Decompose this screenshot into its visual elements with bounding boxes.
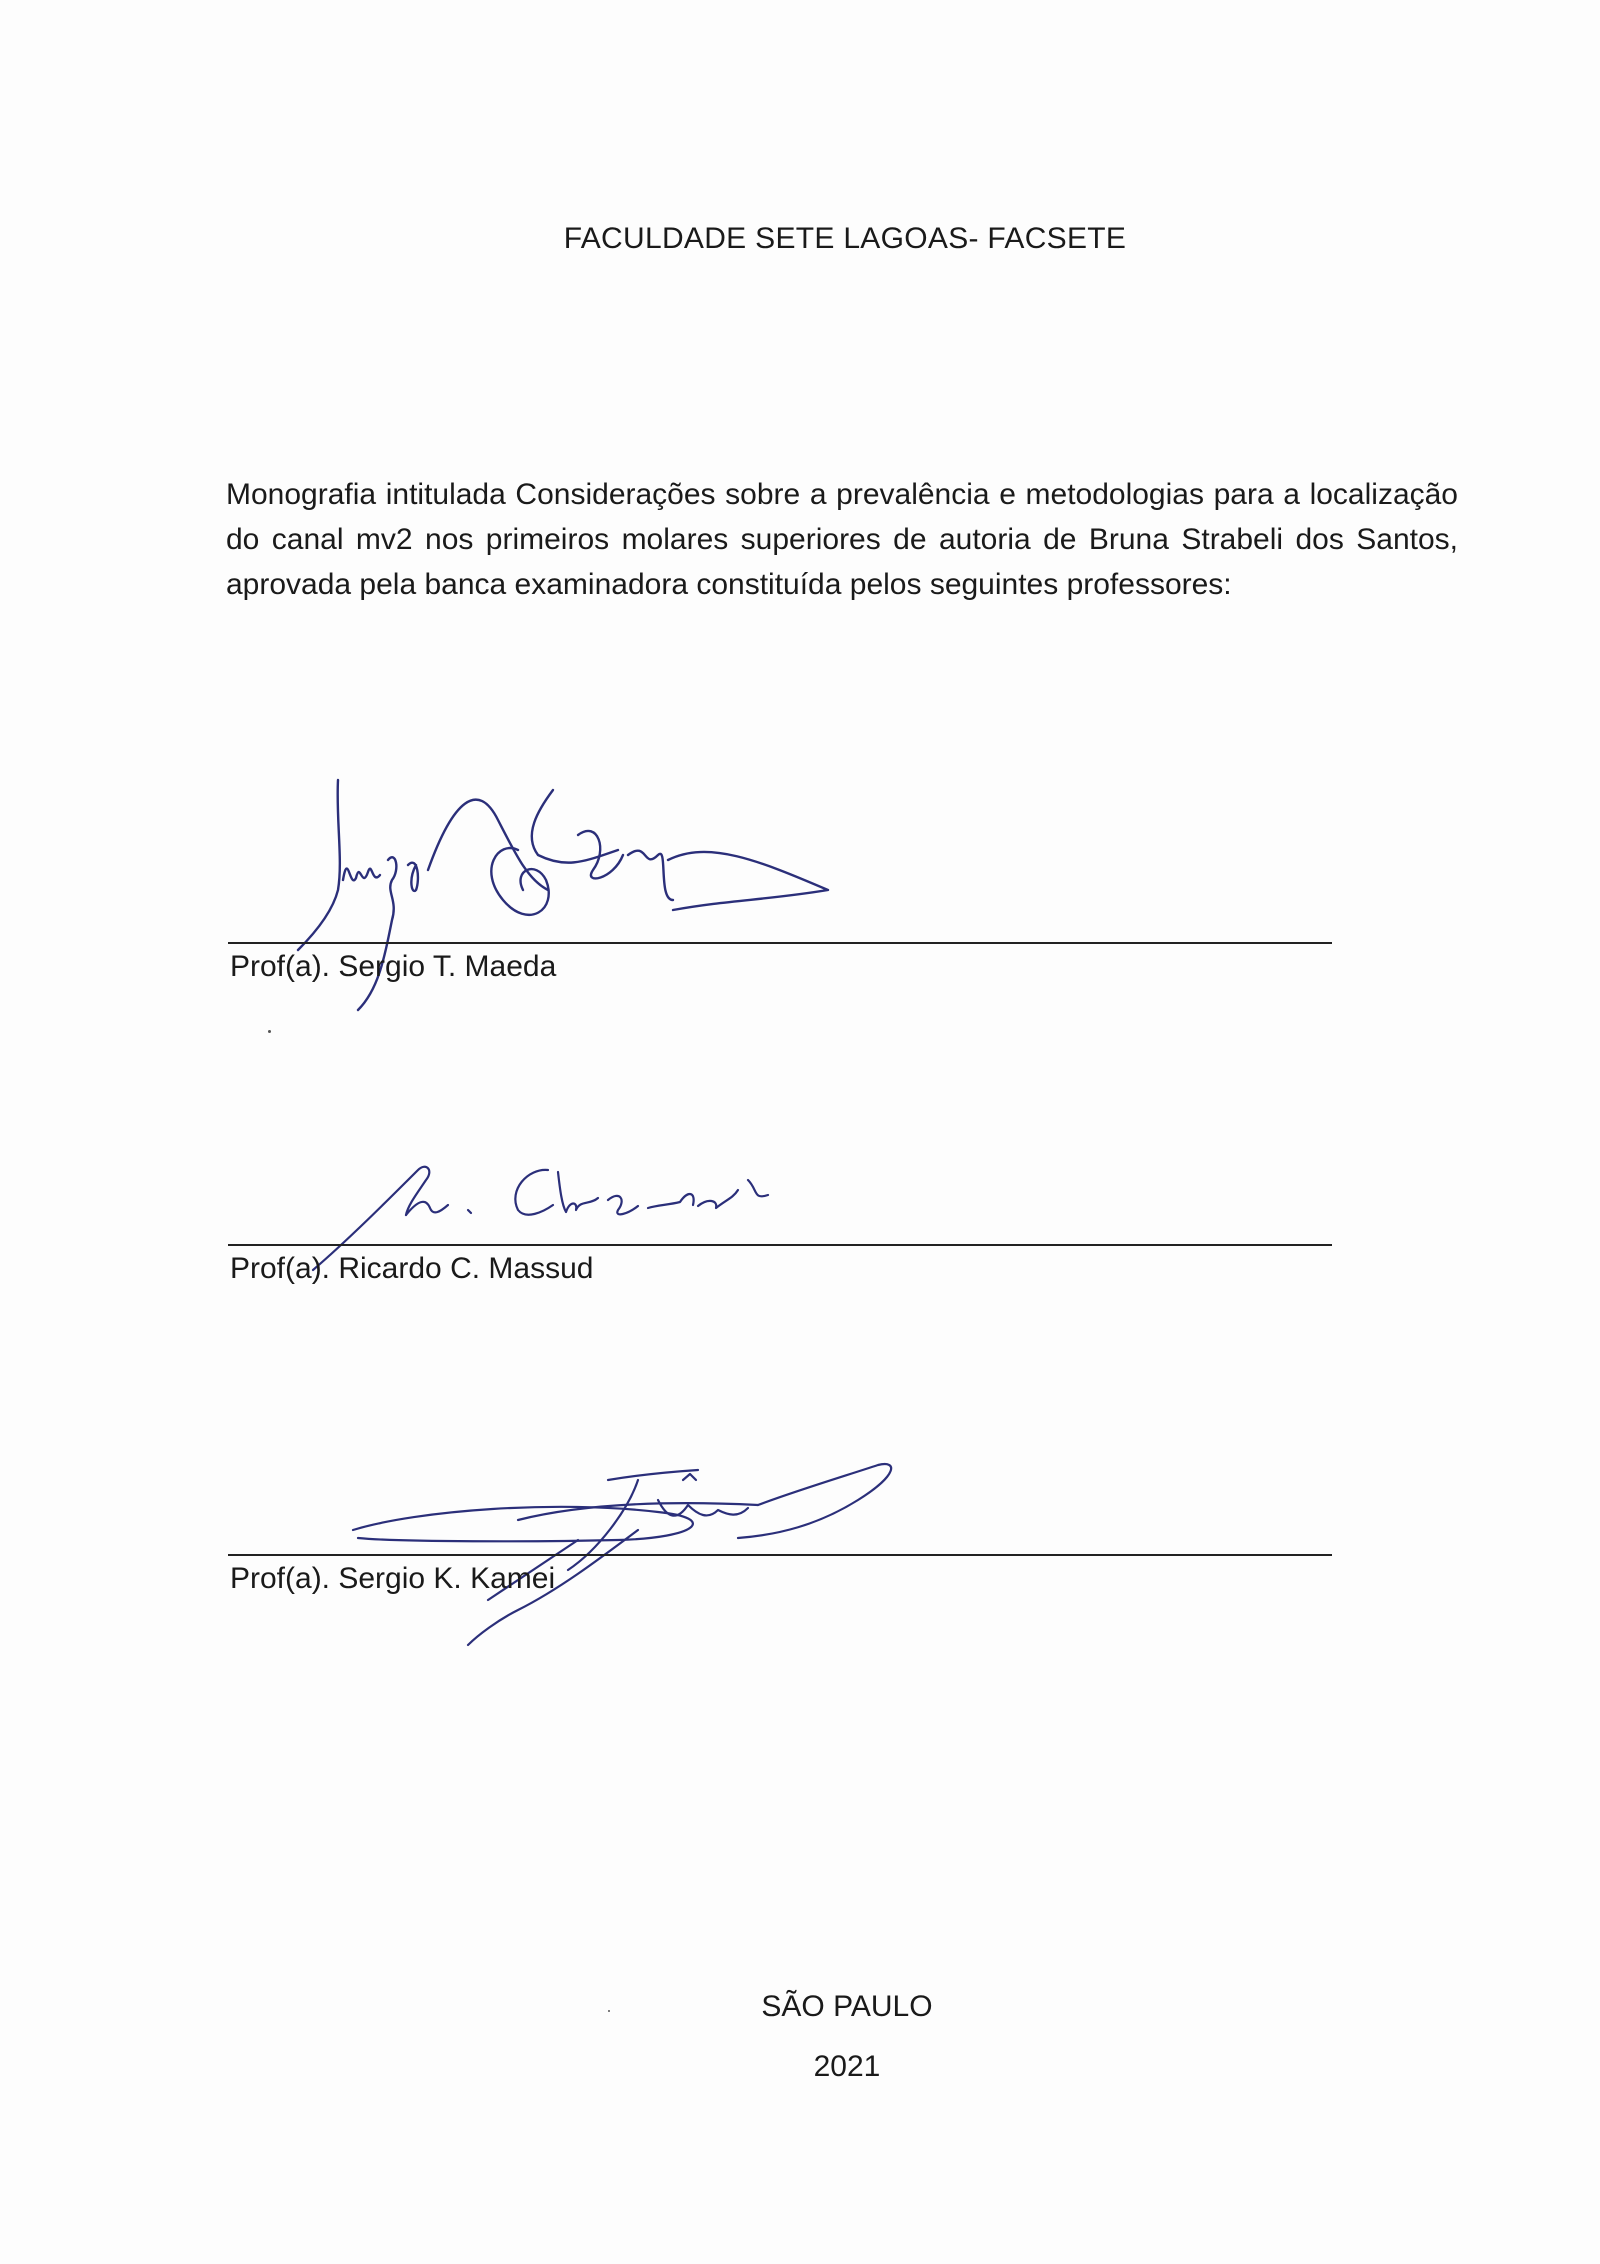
signature-line	[228, 1554, 1332, 1556]
examiner-name-2: Prof(a). Ricardo C. Massud	[230, 1252, 594, 1285]
approval-statement: Monografia intitulada Considerações sobre a prevalência e metodologias para a localização do canal mv2 nos primeiros molares superiores de autoria de Bruna Strabeli dos Santos, aprovada pela banca examinadora constituída pelos seguintes professores:	[226, 478, 1458, 601]
handwritten-signature-1	[288, 760, 928, 1030]
city: SÃO PAULO	[761, 1990, 933, 2023]
signature-block-examiner-1	[228, 760, 1332, 1020]
signature-block-examiner-3	[228, 1460, 1332, 1680]
signature-line	[228, 942, 1332, 944]
examiner-name-3: Prof(a). Sergio K. Kamei	[230, 1562, 556, 1595]
year: 2021	[813, 2050, 881, 2083]
signature-block-examiner-2	[228, 1150, 1332, 1300]
examiner-name-1: Prof(a). Sergio T. Maeda	[230, 950, 557, 983]
signature-line	[228, 1244, 1332, 1246]
paper-speck	[608, 2010, 610, 2012]
paper-speck	[268, 1030, 271, 1033]
institution-title: FACULDADE SETE LAGOAS- FACSETE	[563, 222, 1127, 255]
